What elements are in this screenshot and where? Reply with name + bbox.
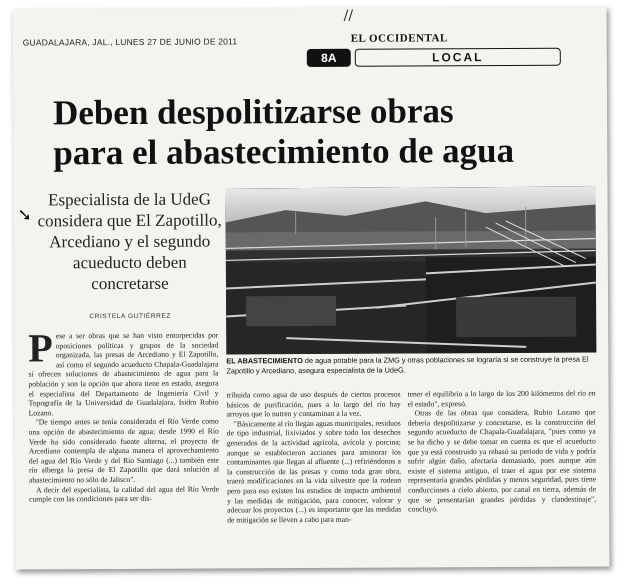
paragraph: tener el equilibrio a lo largo de los 200 kilómetros del río en el estado", expresó.: [407, 388, 596, 409]
paragraph: Otras de las obras que considera, Rubio Lozano que debería despolitizarse y concretarse, es la construcción del segundo acueducto de Chapala-Guadalajara, "pues como ya se ha dicho y se debe tomar en cuenta es que el acueducto que ya está construido ya rebasó su periodo de vida y podría sufrir algún daño, afectaría demasiado, pues aunque aún existe el sistema antiguo, el traer el agua por ese sistema representaría grandes pérdidas y menos seguridad, pues tiene conducciones a cielo abierto, por canal en tierra, además de que se presentarían grandes pérdidas y clandestinaje", concluyó.: [407, 407, 597, 514]
caption-lead: EL ABASTECIMIENTO: [226, 356, 303, 366]
paragraph: "Básicamente al río llegan aguas municipales, residuos de tipo industrial, lixiviados y sobre todo los desechos generados de la actividad agrícola, avícola y porcina; aunque se establecieron acciones para aminorar los contaminantes que llegan al afluente (...) refiriéndonos a la construcción de las presas y como toda gran obra, traerá modificaciones en la vida silvestre que la rodean pero para eso existen los estudios de impacto ambiental y las medidas de mitigación, para conocer, valorar y adecuar los proyectos (...) es importante que las medidas de mitigación se lleven a cabo para man-: [226, 418, 402, 525]
dateline: GUADALAJARA, JAL., LUNES 27 DE JUNIO DE 2011: [22, 36, 238, 48]
deck: Especialista de la UdeG considera que El Zapotillo, Arcediano y el segundo acueducto deben concretarse: [37, 189, 222, 294]
photo-water-plant: [225, 187, 596, 355]
masthead: EL OCCIDENTAL: [350, 32, 448, 45]
newspaper-clipping: [13, 6, 610, 569]
caption-text: de agua potable para la ZMG y otras poblaciones se lograría si se construye la presa El Zapotillo y Arcediano, asegura especialista de la UdeG.: [226, 354, 589, 376]
photo-caption: [226, 354, 598, 376]
section-number: 8A: [307, 49, 351, 67]
section-bar: [307, 48, 559, 67]
photo-illustration: [225, 187, 596, 355]
arrow-icon: ➘: [17, 205, 32, 226]
column-3: [408, 389, 597, 515]
drop-cap: P: [28, 325, 53, 371]
column-2: [227, 390, 402, 525]
paragraph: A decir del especialista, la calidad del agua del Río Verde cumple con las condiciones para ser dis-: [29, 483, 220, 504]
column-1: [28, 325, 220, 504]
headline-line-2: para el abastecimiento de agua: [53, 130, 515, 173]
paragraph: "De tiempo antes se tenía considerado el Río Verde como una opción de abastecimiento de agua; desde 1990 el Río Verde ha sido considerado fuente alterna, el proyecto de Arcediano contempla de alguna manera el aprovechamiento del agua del Río Verde y del Río Santiago (...) también este río alberga la presa de El Zapotillo que dará solución al abastecimiento no sólo de Jalisco".: [28, 416, 219, 485]
paragraph: ese a ser obras que se han visto entorpecidas por oposiciones políticas y grupos de la sociedad organizada, las presas de Arcediano y El Zapotillo, así como el segundo acueducto Chapala-Guadalajara sí ofrecen soluciones de abastecimiento de agua para la población y son la opción que ahora tiene en estado, asegura el especialista del Departamento de Ingeniería Civil y Topografía de la Universidad de Guadalajara, Isidro Rubio Lozano.: [28, 330, 219, 418]
paragraph: tribuida como agua de uso después de ciertos procesos básicos de purificación, pues a lo largo del río hay arroyos que lo nutren y contaminan a la vez.: [226, 389, 401, 419]
byline: CRISTELA GUTIÉRREZ: [89, 312, 171, 321]
stray-mark: //: [343, 7, 354, 24]
headline-line-1: Deben despolitizarse obras: [52, 91, 454, 133]
headline: [53, 90, 609, 173]
section-name: LOCAL: [355, 48, 561, 67]
